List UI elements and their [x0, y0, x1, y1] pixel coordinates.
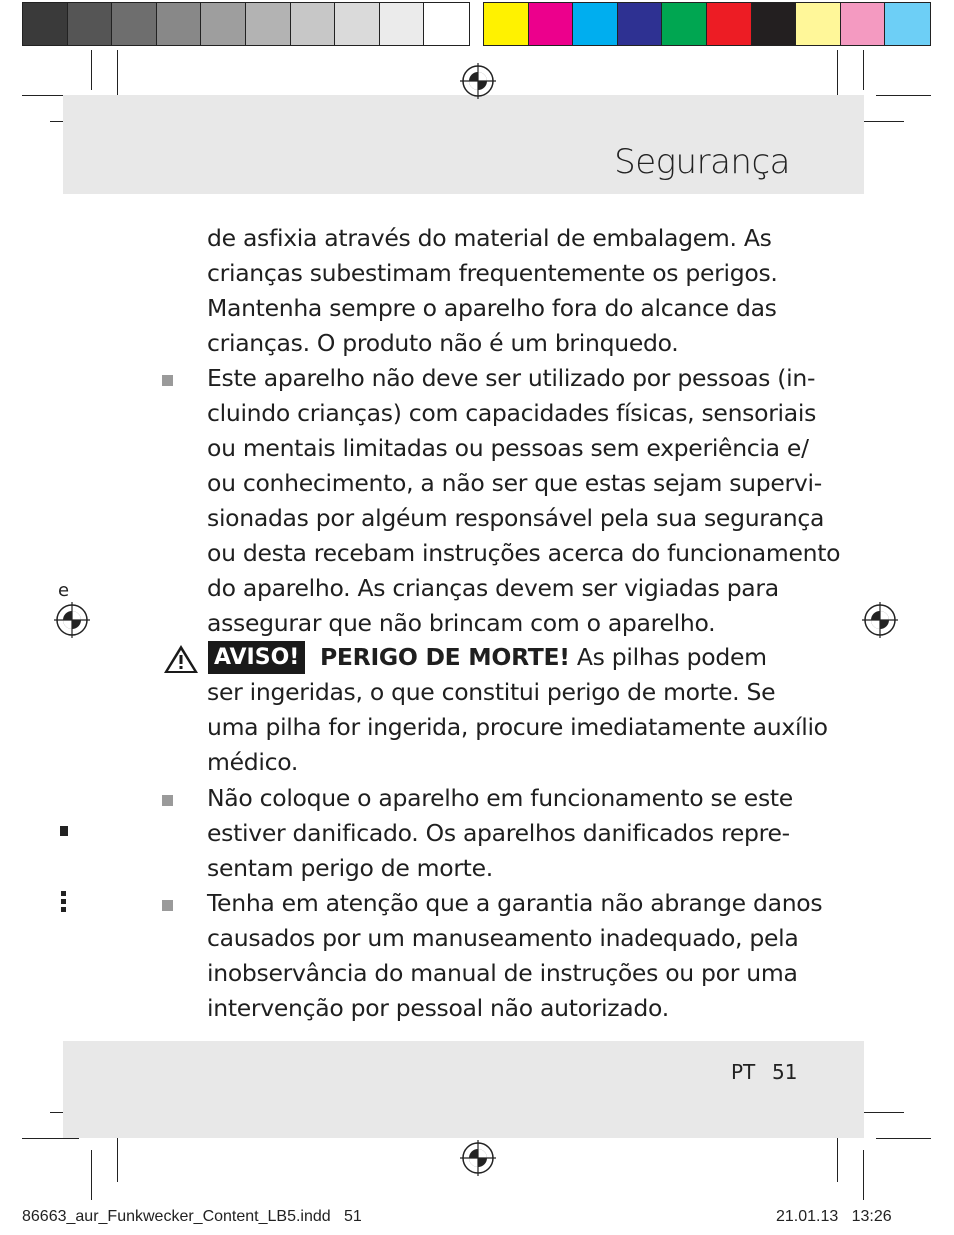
- crop-mark: [863, 1150, 864, 1200]
- gray-color-bar: [22, 2, 470, 46]
- slug-datetime: 21.01.13 13:26: [776, 1208, 892, 1225]
- warning-text: As pilhas podem: [569, 643, 767, 671]
- color-swatch: [484, 3, 529, 45]
- body-line: Tenha em atenção que a garantia não abrange danos: [207, 889, 823, 917]
- body-line: do aparelho. As crianças devem ser vigiadas para: [207, 574, 779, 602]
- warning-first-line: [320, 640, 767, 675]
- color-swatch: [291, 3, 336, 45]
- crop-mark: [876, 95, 931, 96]
- body-line: sentam perigo de morte.: [207, 854, 493, 882]
- bullet-icon: [162, 900, 173, 911]
- color-swatch: [335, 3, 380, 45]
- warning-line: uma pilha for ingerida, procure imediatamente auxílio: [207, 713, 828, 741]
- color-swatch: [662, 3, 707, 45]
- color-swatch: [529, 3, 574, 45]
- body-line: ou conhecimento, a não ser que estas sejam supervi-: [207, 469, 822, 497]
- crop-mark: [22, 1138, 79, 1139]
- registration-mark-icon: [54, 602, 90, 638]
- edge-mark: [61, 899, 66, 904]
- warning-line: ser ingeridas, o que constitui perigo de morte. Se: [207, 678, 776, 706]
- body-line: intervenção por pessoal não autorizado.: [207, 994, 669, 1022]
- body-line: estiver danificado. Os aparelhos danificados repre-: [207, 819, 790, 847]
- registration-mark-icon: [460, 63, 496, 99]
- process-color-bar: [483, 2, 931, 46]
- body-line: crianças subestimam frequentemente os perigos.: [207, 259, 778, 287]
- body-line: ou mentais limitadas ou pessoas sem experiência e/: [207, 434, 809, 462]
- color-swatch: [573, 3, 618, 45]
- warning-heading: PERIGO DE MORTE!: [320, 643, 570, 671]
- body-line: inobservância do manual de instruções ou por uma: [207, 959, 798, 987]
- color-swatch: [157, 3, 202, 45]
- body-line: causados por um manuseamento inadequado, pela: [207, 924, 799, 952]
- color-swatch: [112, 3, 157, 45]
- color-swatch: [23, 3, 68, 45]
- language-code: PT: [731, 1060, 756, 1084]
- warning-badge: AVISO!: [208, 641, 305, 674]
- body-line: Mantenha sempre o aparelho fora do alcance das: [207, 294, 777, 322]
- edge-mark: [60, 826, 68, 836]
- color-swatch: [380, 3, 425, 45]
- color-swatch: [796, 3, 841, 45]
- color-swatch: [201, 3, 246, 45]
- body-line: sionadas por algéum responsável pela sua segurança: [207, 504, 825, 532]
- crop-mark: [91, 1150, 92, 1200]
- color-swatch: [885, 3, 930, 45]
- color-swatch: [424, 3, 469, 45]
- body-line: cluindo crianças) com capacidades físicas, sensoriais: [207, 399, 817, 427]
- page-title: Segurança: [614, 142, 790, 182]
- warning-triangle-icon: [163, 644, 199, 674]
- bullet-icon: [162, 795, 173, 806]
- warning-line: médico.: [207, 748, 299, 776]
- color-swatch: [618, 3, 663, 45]
- body-line: assegurar que não brincam com o aparelho.: [207, 609, 716, 637]
- footer-panel: [63, 1041, 864, 1138]
- body-line: Não coloque o aparelho em funcionamento se este: [207, 784, 793, 812]
- body-line: ou desta recebam instruções acerca do funcionamento: [207, 539, 841, 567]
- color-swatch: [841, 3, 886, 45]
- body-line: Este aparelho não deve ser utilizado por pessoas (in-: [207, 364, 816, 392]
- registration-mark-icon: [862, 602, 898, 638]
- crop-mark: [876, 1138, 931, 1139]
- color-swatch: [246, 3, 291, 45]
- color-swatch: [68, 3, 113, 45]
- body-line: crianças. O produto não é um brinquedo.: [207, 329, 679, 357]
- crop-mark: [863, 50, 864, 90]
- edge-mark: [61, 891, 66, 896]
- crop-mark: [91, 50, 92, 90]
- slug-filename: 86663_aur_Funkwecker_Content_LB5.indd 51: [22, 1208, 362, 1225]
- page-number: 51: [772, 1060, 798, 1084]
- edge-mark: e: [58, 580, 70, 601]
- color-swatch: [707, 3, 752, 45]
- edge-mark: [61, 907, 66, 912]
- bullet-icon: [162, 375, 173, 386]
- body-line: de asfixia através do material de embalagem. As: [207, 224, 772, 252]
- color-swatch: [752, 3, 797, 45]
- registration-mark-icon: [460, 1140, 496, 1176]
